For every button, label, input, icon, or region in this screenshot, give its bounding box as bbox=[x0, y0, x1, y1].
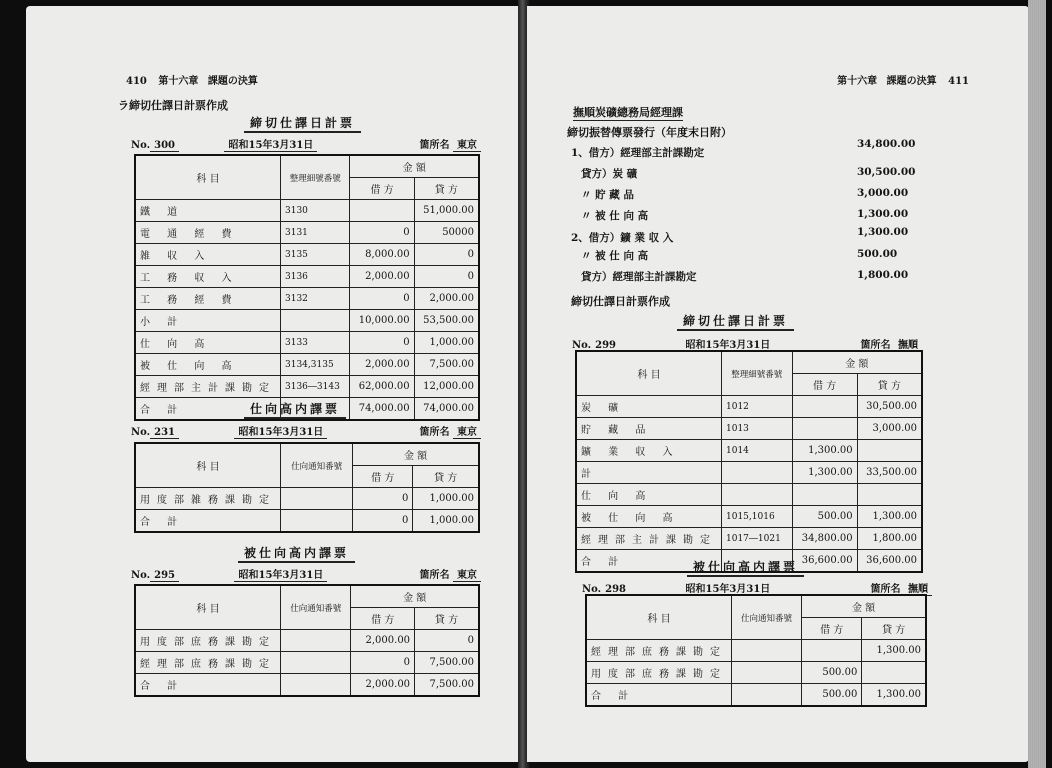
table-row bbox=[576, 484, 922, 506]
table-row bbox=[576, 506, 922, 528]
credit-value: 7,500.00 bbox=[414, 354, 479, 376]
credit-value: 2,000.00 bbox=[414, 288, 479, 310]
credit-value: 50000 bbox=[414, 222, 479, 244]
header-amount: 金 額 bbox=[351, 585, 479, 608]
debit-value: 500.00 bbox=[802, 662, 862, 684]
journal-label: 〃 被 仕 向 高 bbox=[581, 210, 649, 222]
table-row bbox=[586, 662, 926, 684]
account-name: 經理部庶務課勘定 bbox=[586, 640, 732, 662]
credit-value: 1,000.00 bbox=[413, 488, 479, 510]
reference-number: 3134,3135 bbox=[281, 354, 350, 376]
account-name: 合 計 bbox=[586, 684, 732, 707]
account-name: 炭 礦 bbox=[576, 396, 722, 418]
reference-number: 3130 bbox=[281, 200, 350, 222]
reference-number bbox=[281, 488, 353, 510]
header-debit: 借 方 bbox=[350, 178, 414, 200]
account-name: 仕 向 高 bbox=[135, 332, 281, 354]
reference-number: 1017―1021 bbox=[722, 528, 793, 550]
account-name: 經理部主計課勘定 bbox=[576, 528, 722, 550]
left-table3-title: 被仕向高内譯票 bbox=[238, 544, 355, 563]
table-row bbox=[135, 674, 479, 697]
account-name: 用度部庶務課勘定 bbox=[586, 662, 732, 684]
debit-value: 2,000.00 bbox=[350, 354, 414, 376]
table-row bbox=[135, 310, 479, 332]
header-item: 科 目 bbox=[135, 155, 281, 200]
left-table2-title: 仕向高内譯票 bbox=[244, 400, 346, 419]
table-row bbox=[135, 266, 479, 288]
reference-number bbox=[732, 662, 802, 684]
debit-value: 0 bbox=[353, 510, 413, 533]
dept-label: 箇所名 bbox=[860, 340, 891, 351]
dept-name: 東京 bbox=[453, 140, 481, 152]
journal-label: 〃 貯 藏 品 bbox=[581, 189, 634, 201]
left-page-header bbox=[126, 72, 258, 87]
journal1-head-amount: 34,800.00 bbox=[857, 138, 916, 150]
debit-value: 0 bbox=[353, 488, 413, 510]
account-name: 合 計 bbox=[576, 550, 722, 573]
header-credit: 貸 方 bbox=[414, 178, 479, 200]
journal-entries bbox=[567, 6, 987, 296]
right-table2-meta bbox=[582, 580, 932, 595]
credit-value: 1,300.00 bbox=[862, 684, 926, 707]
left-table1 bbox=[134, 154, 480, 421]
header-code: 仕向通知番號 bbox=[281, 443, 353, 488]
dept-label: 箇所名 bbox=[419, 570, 450, 581]
journal1-head: 1、借方）經理部主計課勘定 bbox=[571, 147, 705, 159]
journal2-head-amount: 1,300.00 bbox=[857, 226, 909, 238]
credit-value: 1,800.00 bbox=[857, 528, 922, 550]
dept-name: 撫順 bbox=[894, 340, 922, 352]
journal-label: 貸方）經理部主計課勘定 bbox=[581, 271, 697, 283]
right-table2-title: 被仕向高内譯票 bbox=[687, 558, 804, 577]
debit-value: 2,000.00 bbox=[350, 266, 414, 288]
account-name: 貯 藏 品 bbox=[576, 418, 722, 440]
table-row bbox=[135, 222, 479, 244]
account-name: 鑛 業 収 入 bbox=[576, 440, 722, 462]
slip-number: 231 bbox=[150, 427, 179, 439]
left-page bbox=[26, 6, 522, 762]
account-name: 計 bbox=[576, 462, 722, 484]
journal-line bbox=[581, 166, 961, 187]
slip-date: 昭和15年3月31日 bbox=[681, 584, 774, 596]
slip-number: 295 bbox=[150, 570, 179, 582]
journal-amount: 3,000.00 bbox=[857, 187, 909, 199]
credit-value: 0 bbox=[415, 630, 479, 652]
right-page bbox=[527, 6, 1029, 762]
dept-label: 箇所名 bbox=[870, 584, 901, 595]
left-table1-meta bbox=[131, 136, 481, 151]
credit-value: 0 bbox=[414, 266, 479, 288]
dept-name: 撫順 bbox=[904, 584, 932, 596]
left-table1-title: 締切仕譯日計票 bbox=[244, 114, 361, 133]
header-code: 整理細號番號 bbox=[281, 155, 350, 200]
table-row bbox=[576, 462, 922, 484]
debit-value bbox=[792, 418, 857, 440]
table-row bbox=[586, 640, 926, 662]
slip-number: 299 bbox=[591, 340, 620, 352]
page-number: 411 bbox=[948, 76, 969, 87]
reference-number bbox=[732, 640, 802, 662]
credit-value: 1,000.00 bbox=[414, 332, 479, 354]
no-label: No. bbox=[572, 340, 592, 351]
account-name: 工 務 収 入 bbox=[135, 266, 281, 288]
page-edge-stack bbox=[1028, 0, 1046, 768]
credit-value: 1,000.00 bbox=[413, 510, 479, 533]
journal2-head: 2、借方）鑛 業 収 入 bbox=[571, 232, 674, 244]
dept-label: 箇所名 bbox=[419, 140, 450, 151]
credit-value: 53,500.00 bbox=[414, 310, 479, 332]
journal1-lines bbox=[581, 166, 961, 229]
header-item: 科 目 bbox=[135, 443, 281, 488]
reference-number bbox=[281, 310, 350, 332]
no-label: No. bbox=[131, 140, 151, 151]
account-name: 經理部庶務課勘定 bbox=[135, 652, 281, 674]
header-item: 科 目 bbox=[586, 595, 732, 640]
credit-value: 1,300.00 bbox=[857, 506, 922, 528]
journal2-lines bbox=[581, 248, 961, 290]
slip-date: 昭和15年3月31日 bbox=[681, 340, 774, 352]
left-table2 bbox=[134, 442, 480, 533]
debit-value: 10,000.00 bbox=[350, 310, 414, 332]
table-row bbox=[135, 288, 479, 310]
credit-value: 74,000.00 bbox=[414, 398, 479, 421]
reference-number: 1013 bbox=[722, 418, 793, 440]
right-table2 bbox=[585, 594, 927, 707]
table-row bbox=[135, 332, 479, 354]
header-credit: 貸 方 bbox=[857, 374, 922, 396]
no-label: No. bbox=[131, 570, 151, 581]
account-name: 合 計 bbox=[135, 510, 281, 533]
account-name: 小 計 bbox=[135, 310, 281, 332]
reference-number: 3136―3143 bbox=[281, 376, 350, 398]
reference-number bbox=[722, 462, 793, 484]
dept-name: 東京 bbox=[453, 570, 481, 582]
journal-line bbox=[581, 269, 961, 290]
debit-value bbox=[792, 484, 857, 506]
account-name: 被 仕 向 高 bbox=[135, 354, 281, 376]
debit-value bbox=[792, 396, 857, 418]
table-row bbox=[586, 684, 926, 707]
credit-value bbox=[857, 440, 922, 462]
chapter-label: 第十六章 bbox=[158, 76, 199, 87]
credit-value: 12,000.00 bbox=[414, 376, 479, 398]
header-credit: 貸 方 bbox=[415, 608, 479, 630]
header-code: 整理細號番號 bbox=[722, 351, 793, 396]
credit-value: 3,000.00 bbox=[857, 418, 922, 440]
reference-number: 3132 bbox=[281, 288, 350, 310]
debit-value: 1,300.00 bbox=[792, 440, 857, 462]
reference-number bbox=[722, 484, 793, 506]
header-item: 科 目 bbox=[576, 351, 722, 396]
table-row bbox=[576, 396, 922, 418]
header-debit: 借 方 bbox=[351, 608, 415, 630]
reference-number: 3133 bbox=[281, 332, 350, 354]
slip-date: 昭和15年3月31日 bbox=[224, 140, 317, 152]
journal-amount: 1,800.00 bbox=[857, 269, 909, 281]
journal-amount: 500.00 bbox=[857, 248, 898, 260]
debit-value: 62,000.00 bbox=[350, 376, 414, 398]
credit-value: 1,300.00 bbox=[862, 640, 926, 662]
header-amount: 金 額 bbox=[353, 443, 479, 466]
debit-value: 8,000.00 bbox=[350, 244, 414, 266]
journal-label: 〃 被 仕 向 高 bbox=[581, 250, 649, 262]
journal-subtitle: 締切振替傳票發行（年度末日附） bbox=[567, 126, 732, 139]
debit-value bbox=[802, 640, 862, 662]
reference-number: 3131 bbox=[281, 222, 350, 244]
reference-number bbox=[281, 674, 351, 697]
account-name: 雑 収 入 bbox=[135, 244, 281, 266]
table-row bbox=[135, 652, 479, 674]
credit-value: 51,000.00 bbox=[414, 200, 479, 222]
debit-value: 74,000.00 bbox=[350, 398, 414, 421]
journal-line bbox=[581, 248, 961, 269]
table-row bbox=[135, 200, 479, 222]
debit-value: 0 bbox=[350, 288, 414, 310]
no-label: No. bbox=[582, 584, 602, 595]
journal-label: 貸方）炭 礦 bbox=[581, 168, 638, 180]
left-section-heading: ラ締切仕譯日計票作成 bbox=[118, 99, 228, 112]
account-name: 用度部雑務課勘定 bbox=[135, 488, 281, 510]
credit-value: 7,500.00 bbox=[415, 652, 479, 674]
chapter-title: 課題の決算 bbox=[207, 76, 258, 87]
debit-value bbox=[350, 200, 414, 222]
dept-label: 箇所名 bbox=[419, 427, 450, 438]
right-section-heading: 締切仕譯日計票作成 bbox=[571, 295, 670, 308]
right-table1-meta bbox=[572, 336, 922, 351]
header-debit: 借 方 bbox=[792, 374, 857, 396]
credit-value bbox=[857, 484, 922, 506]
header-code: 仕向通知番號 bbox=[281, 585, 351, 630]
no-label: No. bbox=[131, 427, 151, 438]
chapter-title: 課題の決算 bbox=[886, 76, 937, 87]
header-amount: 金 額 bbox=[802, 595, 926, 618]
header-code: 仕向通知番號 bbox=[732, 595, 802, 640]
header-amount: 金 額 bbox=[792, 351, 922, 374]
chapter-label: 第十六章 bbox=[837, 76, 878, 87]
header-debit: 借 方 bbox=[353, 466, 413, 488]
header-credit: 貸 方 bbox=[862, 618, 926, 640]
account-name: 合 計 bbox=[135, 674, 281, 697]
slip-number: 298 bbox=[601, 584, 630, 596]
slip-date: 昭和15年3月31日 bbox=[234, 427, 327, 439]
page-number: 410 bbox=[126, 76, 147, 87]
reference-number bbox=[281, 510, 353, 533]
debit-value: 500.00 bbox=[792, 506, 857, 528]
debit-value: 34,800.00 bbox=[792, 528, 857, 550]
reference-number bbox=[732, 684, 802, 707]
left-table3-meta bbox=[131, 566, 481, 581]
slip-number: 300 bbox=[150, 140, 179, 152]
reference-number: 1012 bbox=[722, 396, 793, 418]
credit-value: 36,600.00 bbox=[857, 550, 922, 573]
right-table1-title: 締切仕譯日計票 bbox=[677, 312, 794, 331]
journal-amount: 30,500.00 bbox=[857, 166, 916, 178]
table-row bbox=[135, 510, 479, 533]
account-name: 經理部主計課勘定 bbox=[135, 376, 281, 398]
reference-number: 1015,1016 bbox=[722, 506, 793, 528]
journal-line bbox=[581, 187, 961, 208]
table-row bbox=[576, 418, 922, 440]
left-table3 bbox=[134, 584, 480, 697]
account-name: 工 務 經 費 bbox=[135, 288, 281, 310]
reference-number bbox=[281, 630, 351, 652]
reference-number: 1014 bbox=[722, 440, 793, 462]
account-name: 鐵 道 bbox=[135, 200, 281, 222]
header-amount: 金 額 bbox=[350, 155, 479, 178]
right-table1 bbox=[575, 350, 923, 573]
reference-number bbox=[281, 652, 351, 674]
credit-value bbox=[862, 662, 926, 684]
credit-value: 30,500.00 bbox=[857, 396, 922, 418]
debit-value: 0 bbox=[350, 332, 414, 354]
header-credit: 貸 方 bbox=[413, 466, 479, 488]
table-row bbox=[576, 528, 922, 550]
account-name: 被 仕 向 高 bbox=[576, 506, 722, 528]
table-row bbox=[135, 376, 479, 398]
debit-value: 1,300.00 bbox=[792, 462, 857, 484]
table-row bbox=[135, 244, 479, 266]
debit-value: 2,000.00 bbox=[351, 674, 415, 697]
table-row bbox=[135, 354, 479, 376]
office-name: 撫順炭礦總務局經理課 bbox=[573, 106, 683, 119]
account-name: 合 計 bbox=[135, 398, 281, 421]
table-row bbox=[576, 440, 922, 462]
table-row bbox=[135, 630, 479, 652]
header-item: 科 目 bbox=[135, 585, 281, 630]
table-row bbox=[135, 488, 479, 510]
account-name: 仕 向 高 bbox=[576, 484, 722, 506]
debit-value: 2,000.00 bbox=[351, 630, 415, 652]
debit-value: 0 bbox=[350, 222, 414, 244]
slip-date: 昭和15年3月31日 bbox=[234, 570, 327, 582]
account-name: 用度部庶務課勘定 bbox=[135, 630, 281, 652]
account-name: 電 通 經 費 bbox=[135, 222, 281, 244]
credit-value: 0 bbox=[414, 244, 479, 266]
debit-value: 500.00 bbox=[802, 684, 862, 707]
dept-name: 東京 bbox=[453, 427, 481, 439]
left-table2-meta bbox=[131, 423, 481, 438]
debit-value: 0 bbox=[351, 652, 415, 674]
reference-number: 3135 bbox=[281, 244, 350, 266]
journal-amount: 1,300.00 bbox=[857, 208, 909, 220]
header-debit: 借 方 bbox=[802, 618, 862, 640]
reference-number: 3136 bbox=[281, 266, 350, 288]
credit-value: 7,500.00 bbox=[415, 674, 479, 697]
credit-value: 33,500.00 bbox=[857, 462, 922, 484]
debit-value: 36,600.00 bbox=[792, 550, 857, 573]
